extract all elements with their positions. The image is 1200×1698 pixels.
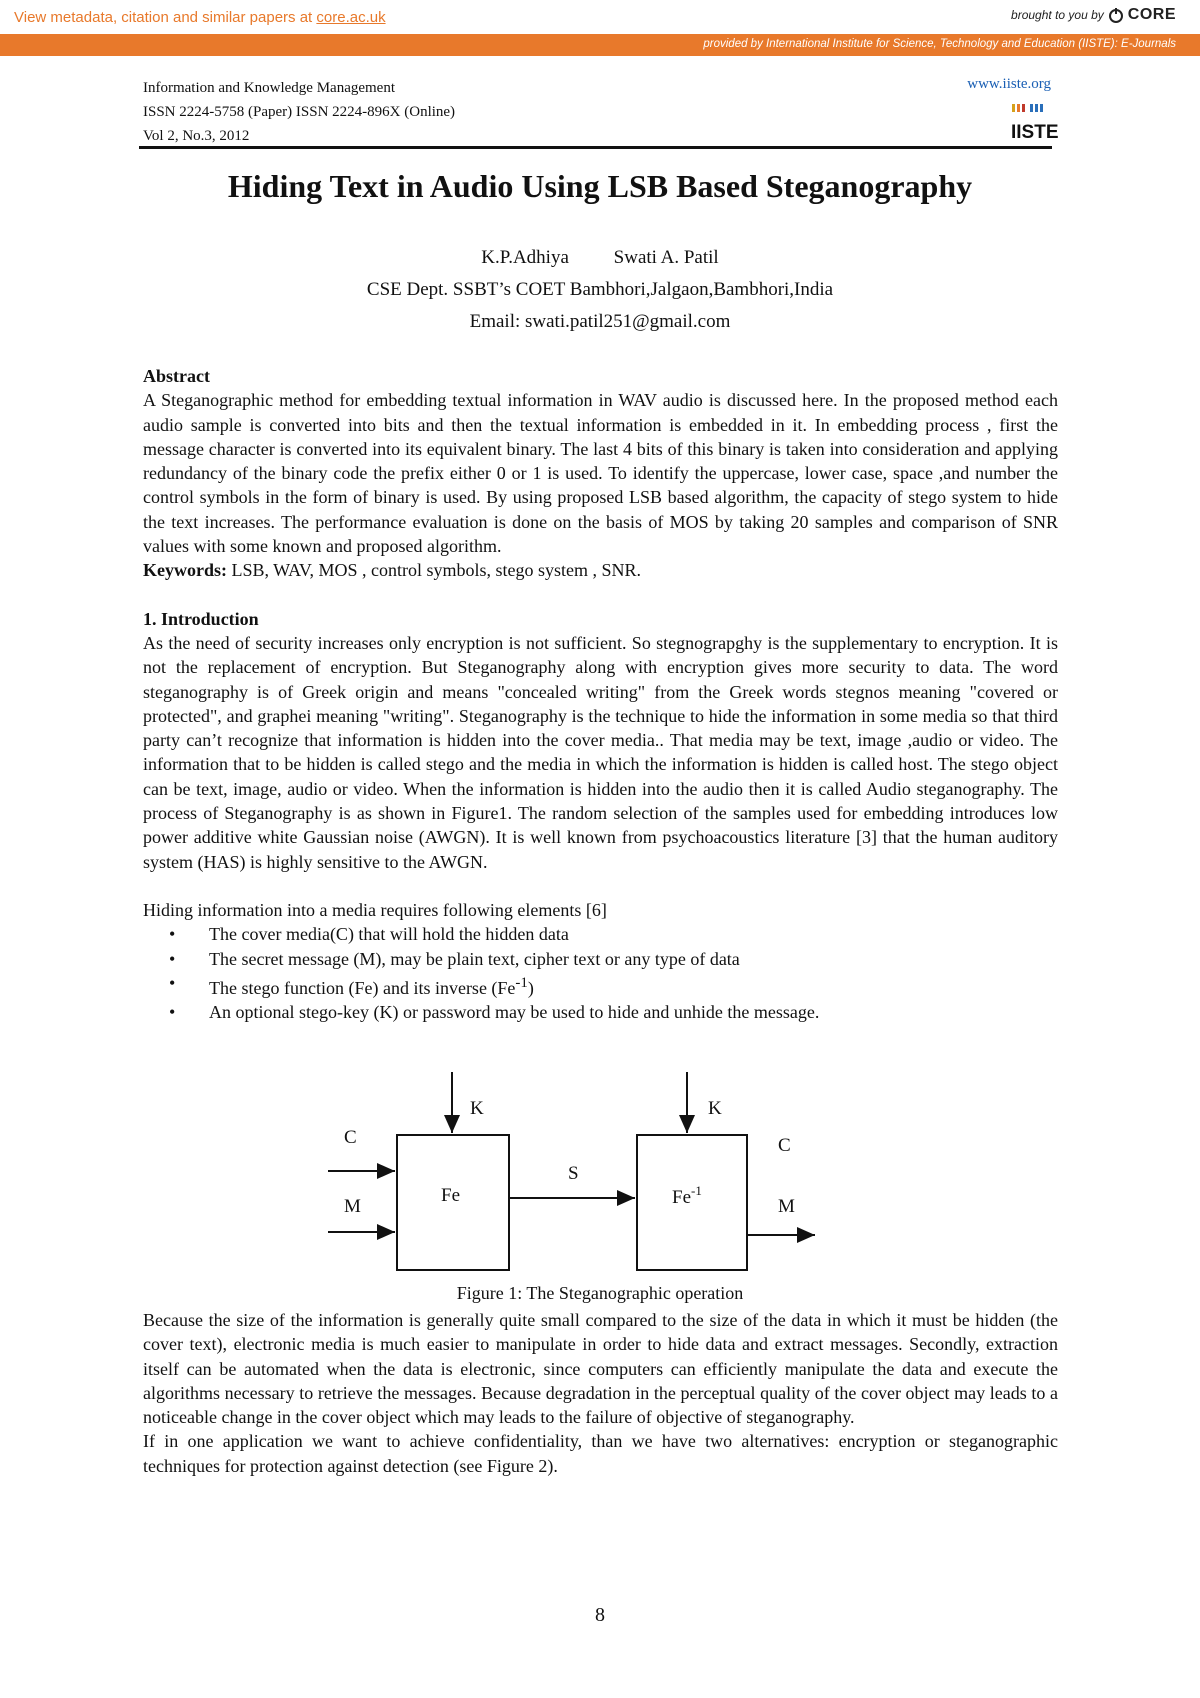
post-figure-text xyxy=(143,1308,1058,1478)
author-email[interactable]: Email: swati.patil251@gmail.com xyxy=(469,311,731,332)
core-ac-uk-link[interactable]: core.ac.uk xyxy=(316,9,386,26)
label-fe-inverse-base: Fe xyxy=(672,1187,691,1208)
figure-caption: Figure 1: The Steganographic operation xyxy=(456,1283,744,1303)
label-s: S xyxy=(568,1163,579,1184)
abstract-heading: Abstract xyxy=(143,366,210,386)
author-affiliation: CSE Dept. SSBT’s COET Bambhori,Jalgaon,Bambhori,India xyxy=(366,279,834,300)
journal-info xyxy=(143,76,455,148)
label-c-left: C xyxy=(344,1127,357,1148)
author-names xyxy=(0,242,1200,274)
abstract-text: A Steganographic method for embedding textual information in WAV audio is discussed here. In the proposed method each audio sample is converted into bits and then the textual information is embedded in it. In embedding process , first the message character is converted into its equivalent binary. The last 4 bits of this binary is taken into consideration and applying redundancy of the binary code the prefix either 0 or 1 is used. To identify the uppercase, lower case, space ,and number the control symbols in the form of binary is used. By using proposed LSB based algorithm, the capacity of stego system to hide the text increases. The performance evaluation is done on the basis of MOS by taking 20 samples and comparison of SNR values with some known and proposed algorithm. xyxy=(143,390,1058,557)
steganography-diagram xyxy=(300,1065,860,1295)
bullet3-text: The stego function (Fe) and its inverse (Fe xyxy=(209,977,516,998)
label-m-right: M xyxy=(778,1196,795,1217)
iiste-logo-icon xyxy=(1010,100,1059,143)
introduction-heading: 1. Introduction xyxy=(143,608,259,629)
iiste-logo-text: IISTE xyxy=(1011,122,1059,143)
journal-issn: ISSN 2224-5758 (Paper) ISSN 2224-896X (Online) xyxy=(143,104,456,120)
elements-list xyxy=(143,922,1058,1024)
label-m-left: M xyxy=(344,1196,361,1217)
core-link-prefix: View metadata, citation and similar papers at xyxy=(14,9,313,26)
core-logo-icon xyxy=(1108,7,1124,23)
core-brand[interactable] xyxy=(1011,6,1176,24)
list-item: • The secret message (M), may be plain text, cipher text or any type of data xyxy=(209,947,1058,971)
label-c-right: C xyxy=(778,1135,791,1156)
bullet3-superscript: -1 xyxy=(515,974,528,991)
header-rule xyxy=(139,146,1052,149)
provider-bar xyxy=(0,34,1200,56)
spacer xyxy=(143,583,1058,607)
introduction-paragraph: As the need of security increases only encryption is not sufficient. So stegnograpghy is the supplementary to encryption. It is not the replacement of encryption. But Steganography along with encryption gives more security to data. The word steganography is of Greek origin and means "concealed writing" from the Greek words stegnos meaning "covered or protected", and graphei meaning "writing". Steganography is the technique to hide the information in some media so that third party can’t recognize that information is hidden into the cover media.. That media may be text, image ,audio or video. The information that to be hidden is called stego and the media in which the information is hidden is called host. The stego object can be text, image, audio or video. When the information is hidden into the audio then it is called Audio steganography. The process of Steganography is as shown in Figure1. The random selection of the samples used for embedding introduces low power additive white Gaussian noise (AWGN). It is well known from psychoacoustics literature [3] that the human auditory system (HAS) is highly sensitive to the AWGN. xyxy=(143,632,1058,872)
provider-text[interactable]: provided by International Institute for Science, Technology and Education (IISTE): E-Journals xyxy=(703,38,1176,50)
list-item: • An optional stego-key (K) or password may be used to hide and unhide the message. xyxy=(209,1000,1058,1024)
journal-volume: Vol 2, No.3, 2012 xyxy=(143,128,250,144)
spacer xyxy=(143,874,1058,898)
list-item: • The cover media(C) that will hold the hidden data xyxy=(209,922,1058,946)
author-2: Swati A. Patil xyxy=(613,247,719,268)
core-metadata-link[interactable] xyxy=(14,9,386,26)
paragraph-after-figure: Because the size of the information is generally quite small compared to the size of the data in which it must be hidden (the cover text), electronic media is much easier to manipulate in order to hide data and extract messages. Secondly, extraction itself can be automated when the data is electronic, since computers can efficiently manipulate the data and execute the algorithms necessary to retrieve the messages. Because degradation in the perceptual quality of the cover object may leads to a noticeable change in the cover object which may leads to the failure of objective of steganography. xyxy=(143,1310,1058,1428)
journal-url-link[interactable]: www.iiste.org xyxy=(967,76,1051,92)
elements-intro: Hiding information into a media requires following elements [6] xyxy=(143,899,607,920)
list-item xyxy=(209,971,1058,1000)
label-fe-inverse-sup: -1 xyxy=(691,1183,702,1198)
paper-title: Hiding Text in Audio Using LSB Based Steganography xyxy=(227,168,973,204)
label-fe: Fe xyxy=(441,1185,460,1206)
journal-name: Information and Knowledge Management xyxy=(143,80,396,96)
paragraph-alternatives: If in one application we want to achieve confidentiality, than we have two alternatives: encryption or steganographic techniques for protection against detection (see Figure 2). xyxy=(143,1431,1058,1476)
page-number: 8 xyxy=(595,1604,605,1626)
keywords-text: LSB, WAV, MOS , control symbols, stego system , SNR. xyxy=(231,560,642,581)
core-brand-name: CORE xyxy=(1127,6,1176,23)
author-block xyxy=(0,242,1200,338)
fe-inverse-box xyxy=(637,1135,747,1270)
core-banner xyxy=(0,0,1200,34)
label-k-left: K xyxy=(470,1098,484,1119)
abstract-and-intro xyxy=(143,364,1058,1024)
label-fe-inverse xyxy=(672,1183,702,1208)
author-1: K.P.Adhiya xyxy=(481,247,569,268)
keywords-label: Keywords: xyxy=(143,560,227,581)
brought-to-you-text: brought to you by xyxy=(1011,8,1104,22)
label-k-right: K xyxy=(708,1098,722,1119)
keywords-line xyxy=(143,558,1058,582)
bullet3-close: ) xyxy=(527,977,534,998)
